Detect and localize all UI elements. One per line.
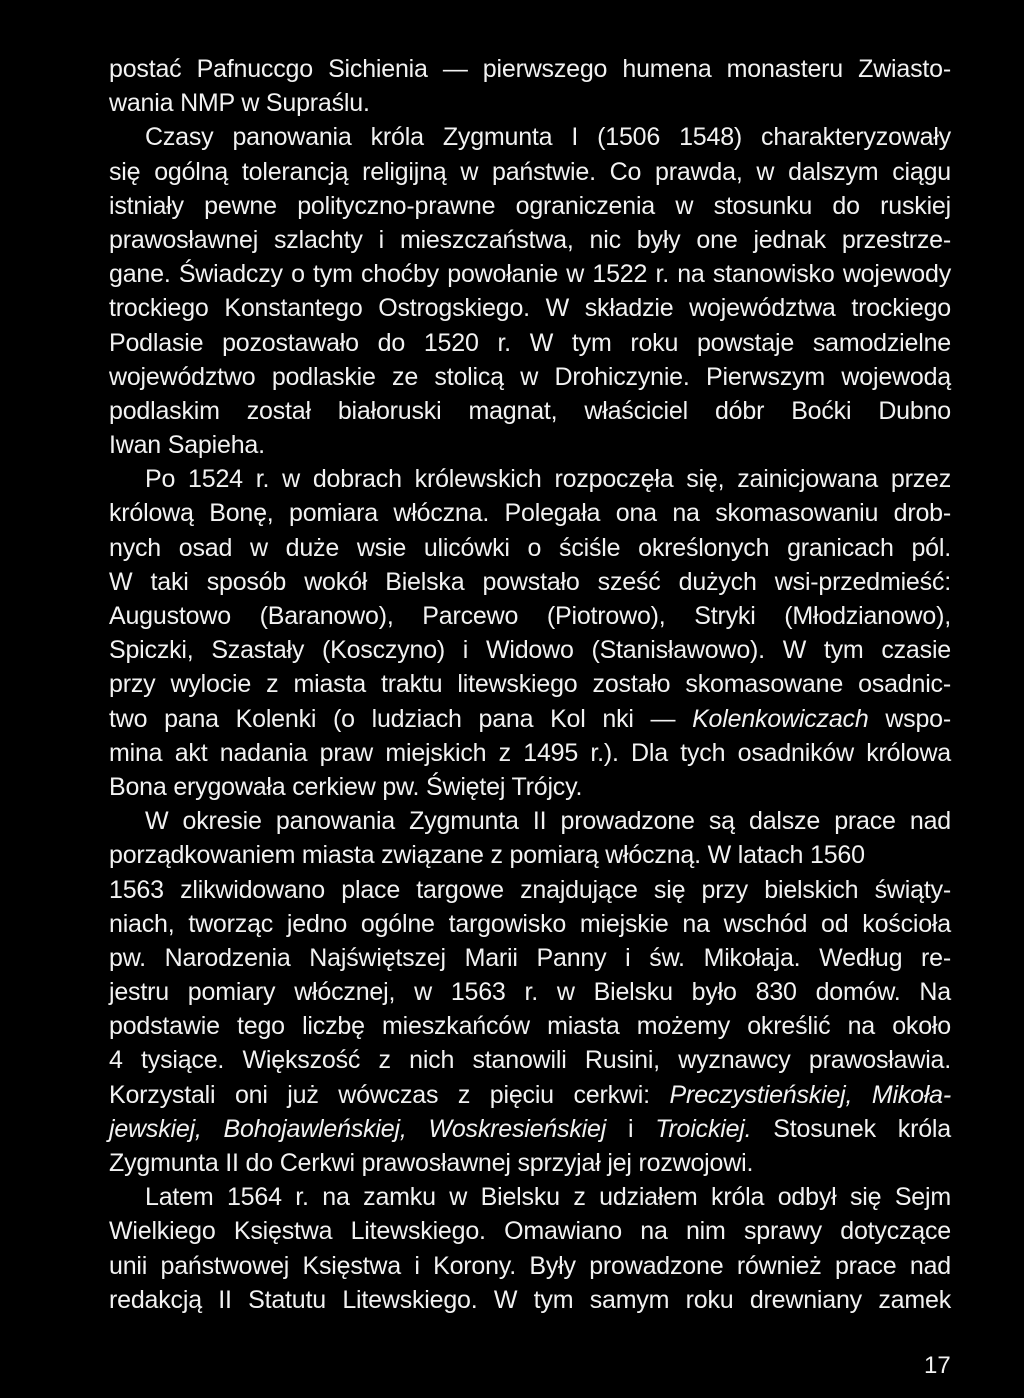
text-segment: Spiczki, Szastały (Kosczyno) i Widowo (Stanisławowo). W tym czasie xyxy=(109,636,951,665)
text-line xyxy=(109,1180,951,1214)
text-segment: unii państwowej Księstwa i Korony. Były prowadzone również prace nad xyxy=(109,1251,951,1280)
text-segment: 1563 zlikwidowano place targowe znajdujące się przy bielskich świąty- xyxy=(109,875,951,904)
text-segment: trockiego Konstantego Ostrogskiego. W składzie województwa trockiego xyxy=(109,294,951,323)
text-line xyxy=(109,326,951,360)
text-segment: two pana Kolenki (o ludziach pana Kol nki — xyxy=(109,704,693,733)
text-line xyxy=(109,155,951,189)
text-segment: porządkowaniem miasta związane z pomiarą włóczną. W latach 1560 xyxy=(109,841,865,870)
text-line xyxy=(109,86,951,120)
text-line xyxy=(109,189,951,223)
text-segment: Stosunek króla xyxy=(751,1114,951,1143)
text-segment: Augustowo (Baranowo), Parcewo (Piotrowo), Stryki (Młodzianowo), xyxy=(109,602,951,630)
text-segment: W taki sposób wokół Bielska powstało sześć dużych wsi-przedmieść: xyxy=(109,567,951,596)
text-segment: Korzystali oni już wówczas z pięciu cerkwi: xyxy=(109,1080,670,1109)
text-segment: pw. Narodzenia Najświętszej Marii Panny i św. Mikołaja. Według re- xyxy=(109,943,951,972)
text-line xyxy=(109,1043,951,1077)
text-segment: prawosławnej szlachty i mieszczaństwa, nic były one jednak przestrze- xyxy=(109,225,951,254)
text-line xyxy=(109,1112,951,1146)
text-segment: gane. Świadczy o tym choćby powołanie w 1522 r. na stanowisko wojewody xyxy=(109,260,951,289)
text-line xyxy=(109,223,951,257)
text-line xyxy=(109,736,951,770)
text-line xyxy=(109,873,951,907)
text-segment: Zygmunta II do Cerkwi prawosławnej sprzyjał jej rozwojowi. xyxy=(109,1149,754,1177)
italic-text-segment: jewskiej, Bohojawleńskiej, Woskresieńskiej xyxy=(109,1114,607,1143)
text-segment: przy wylocie z miasta traktu litewskiego zostało skomasowane osadnic- xyxy=(109,670,951,699)
text-segment: i xyxy=(606,1114,656,1143)
text-line xyxy=(109,565,951,599)
text-segment: królową Bonę, pomiara włóczna. Polegała ona na skomasowaniu drob- xyxy=(109,499,951,528)
text-line xyxy=(109,804,951,838)
text-line xyxy=(109,1078,951,1112)
text-segment: nych osad w duże wsie ulicówki o ściśle określonych granicach pól. xyxy=(109,533,951,562)
text-segment: wania NMP w Supraślu. xyxy=(109,89,370,118)
text-line xyxy=(109,531,951,565)
text-line xyxy=(109,975,951,1009)
text-segment: Bona erygowała cerkiew pw. Świętej Trójcy. xyxy=(109,772,583,801)
text-segment: jestru pomiary włócznej, w 1563 r. w Bielsku było 830 domów. Na xyxy=(109,978,951,1007)
text-line xyxy=(109,394,951,428)
text-line xyxy=(109,1214,951,1248)
text-segment: Wielkiego Księstwa Litewskiego. Omawiano na nim sprawy dotyczące xyxy=(109,1217,951,1246)
text-segment: redakcją II Statutu Litewskiego. W tym samym roku drewniany zamek xyxy=(109,1285,951,1314)
text-line xyxy=(109,257,951,291)
text-segment: Latem 1564 r. na zamku w Bielsku z udziałem króla odbył się Sejm xyxy=(145,1183,951,1212)
page-number: 17 xyxy=(924,1352,951,1379)
text-line xyxy=(109,838,951,872)
text-line xyxy=(109,1009,951,1043)
text-segment: wspo- xyxy=(868,704,952,733)
text-line xyxy=(109,1283,951,1317)
text-line xyxy=(109,1249,951,1283)
text-segment: 4 tysiące. Większość z nich stanowili Rusini, wyznawcy prawosławia. xyxy=(109,1046,951,1075)
text-segment: postać Pafnuccgo Sichienia — pierwszego humena monasteru Zwiasto- xyxy=(109,55,951,83)
text-segment: niach, tworząc jedno ogólne targowisko miejskie na wschód od kościoła xyxy=(109,909,951,938)
text-line xyxy=(109,52,951,86)
text-segment: Iwan Sapieha. xyxy=(109,431,265,460)
text-line xyxy=(109,702,951,736)
text-segment: istniały pewne polityczno-prawne ograniczenia w stosunku do ruskiej xyxy=(109,191,951,220)
text-segment: podlaskim został białoruski magnat, właściciel dóbr Boćki Dubno xyxy=(109,396,951,425)
text-line xyxy=(109,496,951,530)
text-segment: W okresie panowania Zygmunta II prowadzone są dalsze prace nad xyxy=(145,807,951,836)
text-line xyxy=(109,667,951,701)
text-segment: Po 1524 r. w dobrach królewskich rozpoczęła się, zainicjowana przez xyxy=(145,465,951,494)
text-segment: mina akt nadania praw miejskich z 1495 r.). Dla tych osadników królowa xyxy=(109,738,951,767)
text-segment: się ogólną tolerancją religijną w państwie. Co prawda, w dalszym ciągu xyxy=(109,157,951,186)
text-line xyxy=(109,428,951,462)
text-line xyxy=(109,462,951,496)
text-line xyxy=(109,941,951,975)
text-line xyxy=(109,770,951,804)
text-segment: województwo podlaskie ze stolicą w Drohiczynie. Pierwszym wojewodą xyxy=(109,362,951,391)
text-line xyxy=(109,360,951,394)
italic-text-segment: Preczystieńskiej, Mikoła- xyxy=(669,1080,951,1109)
body-text xyxy=(109,52,951,1317)
text-segment: podstawie tego liczbę mieszkańców miasta możemy określić na około xyxy=(109,1012,951,1041)
text-segment: Podlasie pozostawało do 1520 r. W tym roku powstaje samodzielne xyxy=(109,328,951,357)
italic-text-segment: Troickiej. xyxy=(655,1114,752,1143)
text-line xyxy=(109,907,951,941)
text-line xyxy=(109,291,951,325)
text-line xyxy=(109,1146,951,1180)
italic-text-segment: Kolenkowiczach xyxy=(692,704,869,733)
text-segment: Czasy panowania króla Zygmunta I (1506 1548) charakteryzowały xyxy=(145,123,951,152)
text-line xyxy=(109,633,951,667)
text-line xyxy=(109,120,951,154)
text-line xyxy=(109,599,951,633)
